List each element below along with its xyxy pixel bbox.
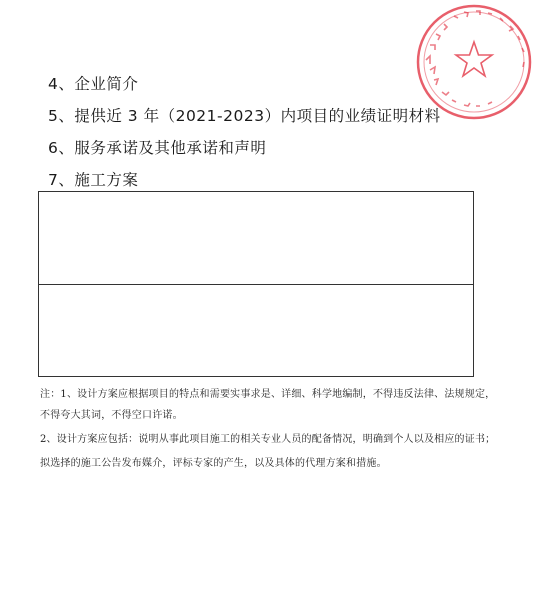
construction-plan-box-upper <box>38 191 474 285</box>
construction-plan-box-lower <box>38 284 474 377</box>
note-line: 2、设计方案应包括：说明从事此项目施工的相关专业人员的配备情况，明确到个人以及相应的证书； <box>40 434 496 445</box>
list-item-performance-proof: 5、提供近 3 年（2021-2023）内项目的业绩证明材料 <box>48 107 441 125</box>
list-item-service-commitment: 6、服务承诺及其他承诺和声明 <box>48 139 267 157</box>
note-line: 注：1、设计方案应根据项目的特点和需要实事求是、详细、科学地编制，不得违反法律、法规规定， <box>40 389 496 400</box>
list-item-company-profile: 4、企业简介 <box>48 75 139 93</box>
note-line: 拟选择的施工公告发布媒介，评标专家的产生，以及具体的代理方案和措施。 <box>40 458 387 469</box>
list-item-construction-plan: 7、施工方案 <box>48 171 139 189</box>
note-line: 不得夸大其词，不得空口许诺。 <box>40 410 183 421</box>
